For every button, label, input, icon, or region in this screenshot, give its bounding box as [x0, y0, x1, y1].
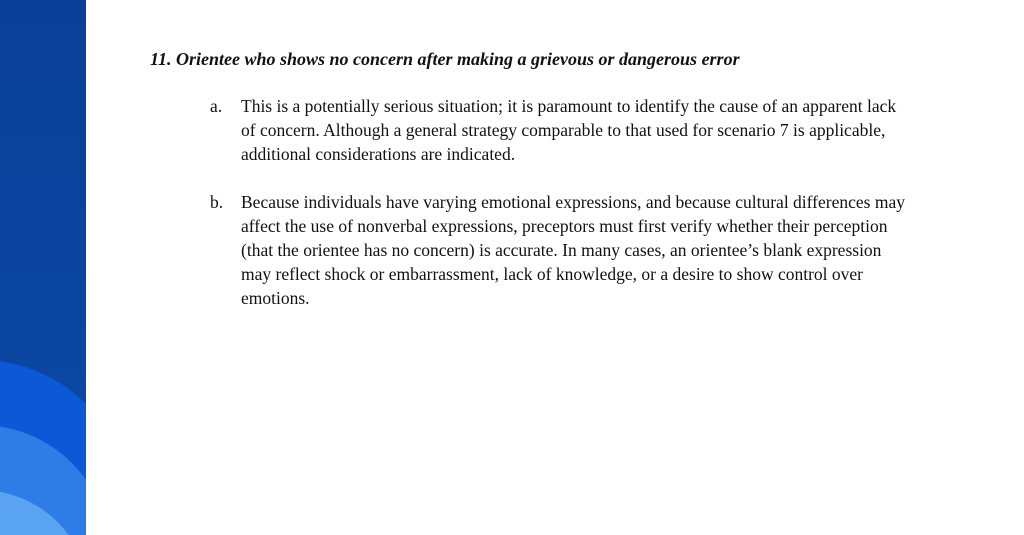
list-item-b [210, 190, 910, 310]
list-item-a [210, 94, 910, 166]
list-text-b: Because individuals have varying emotional expressions, and because cultural differences may affect the use of nonverbal expressions, preceptors must first verify whether their perception (that the orientee has no concern) is accurate. In many cases, an orientee’s blank expression may reflect shock or embarrassment, lack of knowledge, or a desire to show control over emotions. [241, 192, 905, 308]
slide-title: 11. Orientee who shows no concern after making a grievous or dangerous error [150, 49, 740, 69]
list-marker-a: a. [210, 96, 223, 116]
list-marker-b: b. [210, 192, 224, 212]
list-text-a: This is a potentially serious situation; it is paramount to identify the cause of an apparent lack of concern. Although a general strategy comparable to that used for scenario 7 is applicable, additional considerations are indicated. [241, 96, 897, 164]
